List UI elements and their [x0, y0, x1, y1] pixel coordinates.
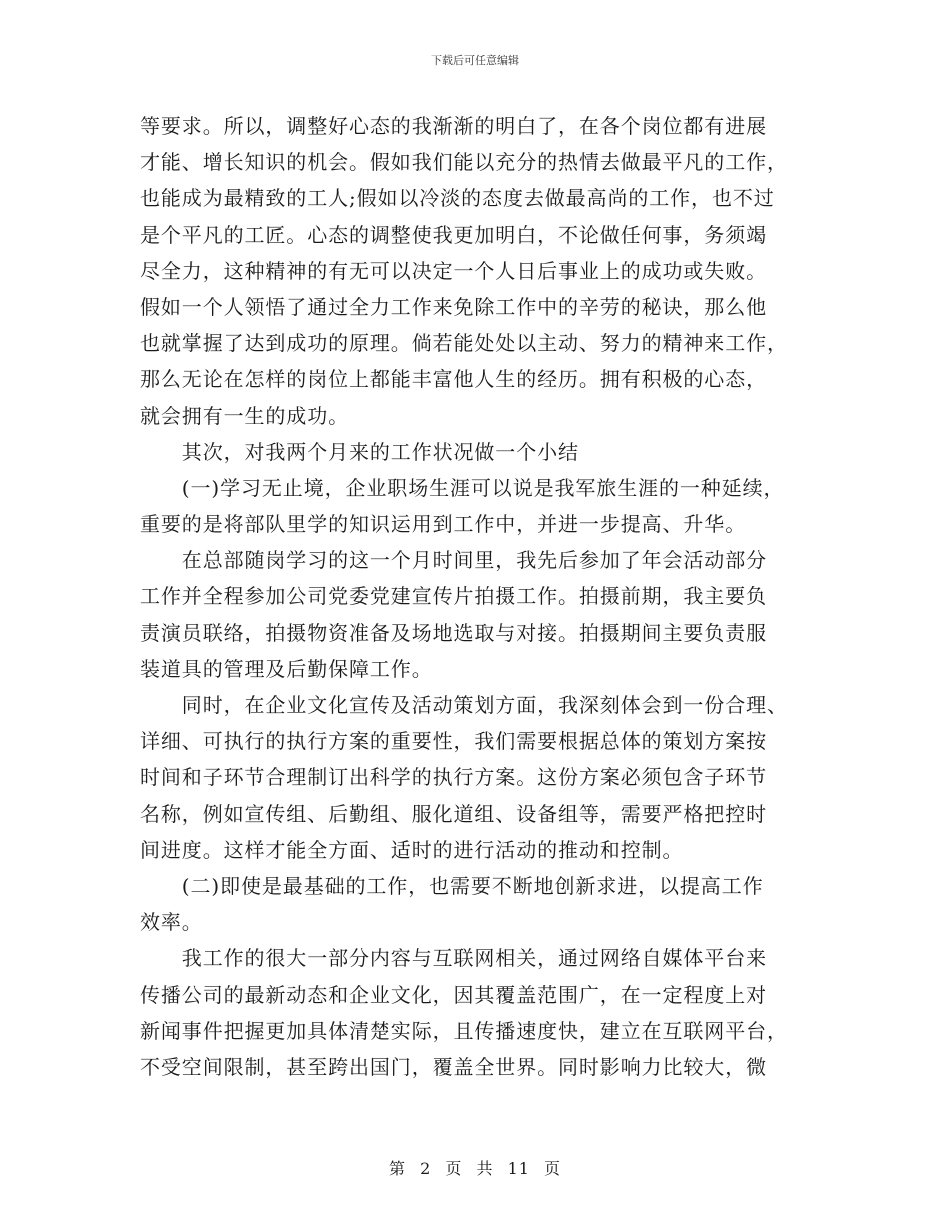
- text-line: 尽全力，这种精神的有无可以决定一个人日后事业上的成功或失败。: [140, 258, 767, 283]
- text-line: 不受空间限制，甚至跨出国门，覆盖全世界。同时影响力比较大，微: [140, 1054, 767, 1079]
- text-line: 传播公司的最新动态和企业文化，因其覆盖范围广，在一定程度上对: [140, 982, 767, 1007]
- text-line: 详细、可执行的执行方案的重要性，我们需要根据总体的策划方案按: [140, 729, 767, 754]
- total-pages: 11: [507, 1159, 530, 1178]
- text-line: 那么无论在怎样的岗位上都能丰富他人生的经历。拥有积极的心态，: [140, 367, 767, 392]
- header-note: 下载后可任意编辑: [431, 54, 519, 67]
- text-line: 同时，在企业文化宣传及活动策划方面，我深刻体会到一份合理、: [140, 693, 788, 717]
- text-line: 间进度。这样才能全方面、适时的进行活动的推动和控制。: [140, 837, 684, 862]
- text-line: 新闻事件把握更加具体清楚实际，且传播速度快，建立在互联网平台，: [140, 1018, 788, 1043]
- footer-gong: 共: [476, 1159, 494, 1178]
- document-body: [140, 108, 810, 1085]
- text-line: 责演员联络，拍摄物资准备及场地选取与对接。拍摄期间主要负责服: [140, 620, 767, 645]
- text-line: 也能成为最精致的工人;假如以冷淡的态度去做最高尚的工作，也不过: [140, 186, 775, 211]
- text-line: 我工作的很大一部分内容与互联网相关，通过网络自媒体平台来: [140, 946, 767, 971]
- text-line: 名称，例如宣传组、后勤组、服化道组、设备组等，需要严格把控时: [140, 801, 767, 826]
- text-line: 重要的是将部队里学的知识运用到工作中，并进一步提高、升华。: [140, 512, 747, 537]
- text-line: 就会拥有一生的成功。: [140, 403, 349, 428]
- footer-ye: 页: [445, 1159, 463, 1178]
- page-number: 2: [420, 1159, 432, 1178]
- text-line: 也就掌握了达到成功的原理。倘若能处处以主动、努力的精神来工作，: [140, 331, 788, 356]
- text-line: (一)学习无止境，企业职场生涯可以说是我军旅生涯的一种延续，: [140, 475, 785, 500]
- text-line: 其次，对我两个月来的工作状况做一个小结: [140, 439, 579, 464]
- text-line: 装道具的管理及后勤保障工作。: [140, 656, 433, 681]
- text-line: 是个平凡的工匠。心态的调整使我更加明白，不论做任何事，务须竭: [140, 222, 767, 247]
- text-line: 时间和子环节合理制订出科学的执行方案。这份方案必须包含子环节: [140, 765, 767, 790]
- text-line: 假如一个人领悟了通过全力工作来免除工作中的辛劳的秘诀，那么他: [140, 294, 767, 319]
- text-line: 效率。: [140, 910, 203, 935]
- text-line: 等要求。所以，调整好心态的我渐渐的明白了，在各个岗位都有进展: [140, 114, 767, 138]
- footer-di: 第: [388, 1159, 406, 1178]
- footer-ye: 页: [544, 1159, 562, 1178]
- text-line: (二)即使是最基础的工作，也需要不断地创新求进，以提高工作: [140, 873, 764, 898]
- page-footer: [0, 1156, 950, 1179]
- text-line: 工作并全程参加公司党委党建宣传片拍摄工作。拍摄前期，我主要负: [140, 584, 767, 609]
- text-line: 才能、增长知识的机会。假如我们能以充分的热情去做最平凡的工作，: [140, 150, 788, 175]
- text-line: 在总部随岗学习的这一个月时间里，我先后参加了年会活动部分: [140, 548, 767, 573]
